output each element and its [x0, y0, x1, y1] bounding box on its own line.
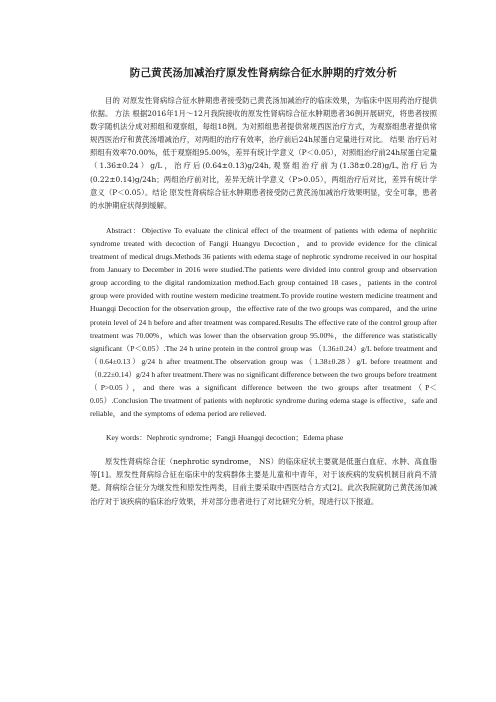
paper-title: 防己黄芪汤加减治疗原发性肾病综合征水肿期的疗效分析: [129, 67, 398, 79]
english-abstract: Abstract：Objective To evaluate the clinical effect of the treatment of patients with edema of nephritic syndrome treated with decoction of Fangji Huangyu Decoction，and to provide evidence for the clinical treatment of medical drugs.Methods 36 patients with edema stage of nephrotic syndrome received in our hospital from January to December in 2016 were studied.The patients were divided into control group and observation group according to the digital randomization method.Each group contained 18 cases，patients in the control group were provided with routine western medicine treatment.To provide routine western medicine treatment and Huangqi Decoction for the observation group，the effective rate of the two groups was compared，and the urine protein level of 24 h before and after treatment was compared.Results The effective rate of the control group after treatment was 70.00%，which was lower than the observation group 95.00%，the difference was statistically significant（P＜0.05）.The 24 h urine protein in the control group was （1.36±0.24）g/L before treatment and（0.64±0.13）g/24 h after treatment.The observation group was（1.38±0.28）g/L before treatment and （0.22±0.14）g/24 h after treatment.There was no significant difference between the two groups before treatment（P>0.05），and there was a significant difference between the two groups after treatment（P＜0.05）.Conclusion The treatment of patients with nephrotic syndrome during edema stage is effective，safe and reliable，and the symptoms of edema period are relieved.: [90, 225, 437, 419]
keywords: Key words：Nephrotic syndrome；Fangji Huangqi decoction；Edema phase: [106, 433, 344, 443]
introduction-paragraph: 原发性肾病综合征（nephrotic syndrome， NS）的临床症状主要就是低蛋白血症、水肿、高血脂等[1]。原发性肾病综合征在临床中的发病群体主要是儿童和中青年，对于该疾病的发病机制目前尚不清楚。肾病综合征分为继发性和原发性两类，目前主要采取中西医结合方式[2]。此次我院就防己黄芪汤加减治疗对于该疾病的临床治疗效果，并对部分患者进行了对比研究分析，现进行以下报道。: [90, 457, 437, 506]
chinese-abstract: 目的 对原发性肾病综合征水肿期患者接受防己黄芪汤加减治疗的临床效果，为临床中医用药治疗提供依据。 方法 根据2016年1月～12月我院接收的原发性肾病综合征水肿期患者36例开展研究，将患者按照数字随机法分成对照组和观察组，每组18例。为对照组患者提供常规西医治疗方式，为观察组患者提供常规西医治疗和黄芪汤增减治疗，对两组的治疗有效率，治疗前后24h尿蛋白定量进行对比。 结果 治疗后对照组有效率70.00%，低于观察组95.00%，差异有统计学意义（P＜0.05），对照组治疗前24h尿蛋白定量（1.36±0.24）g/L，治疗后(0.64±0.13)g/24h,观察组治疗前为(1.38±0.28)g/L,治疗后为(0.22±0.14)g/24h；两组治疗前对比，差异无统计学意义（P>0.05），两组治疗后对比，差异有统计学意义（P＜0.05）。结论 原发性肾病综合征水肿期患者接受防己黄芪汤加减治疗效果明显，安全可靠，患者的水肿期症状得到缓解。: [90, 96, 437, 210]
